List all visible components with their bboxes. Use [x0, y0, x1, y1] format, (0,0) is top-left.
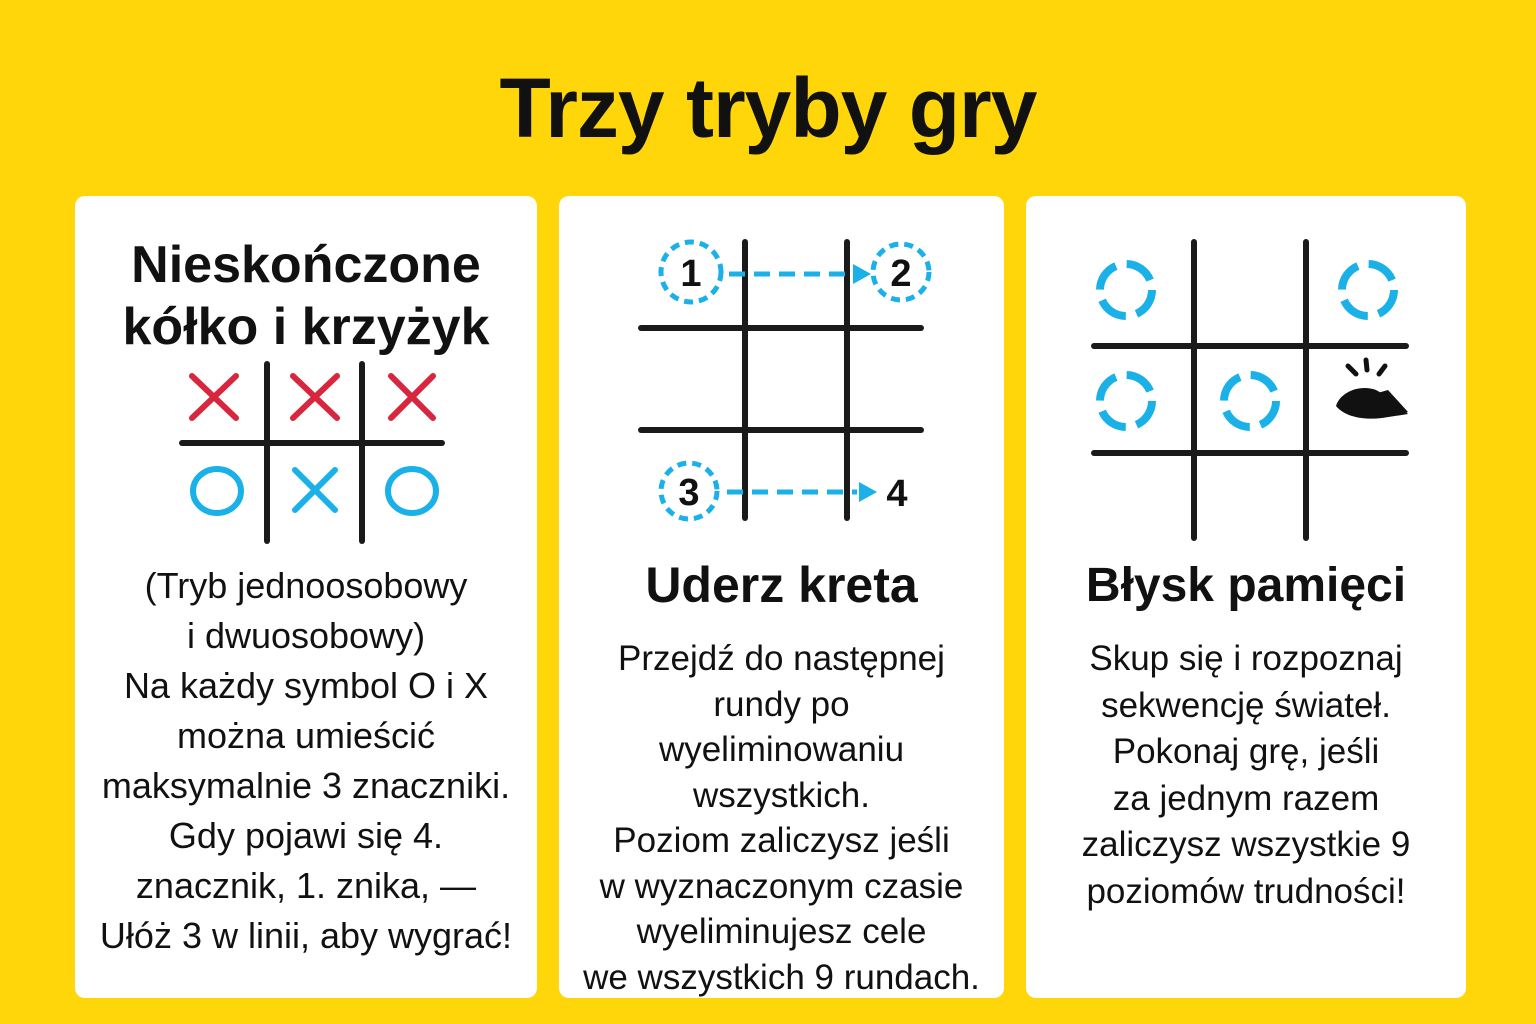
- description-line: wyeliminowaniu: [658, 730, 905, 769]
- x-mark-icon: [293, 376, 337, 418]
- marker-number: 2: [890, 253, 912, 295]
- description-line: wyeliminujesz cele: [636, 912, 927, 951]
- description-line: Skup się i rozpoznaj: [1089, 639, 1403, 678]
- description-line: Poziom zaliczysz jeśli: [613, 821, 950, 860]
- memory-flash-board-illustration: [1026, 196, 1466, 546]
- o-mark-icon: [193, 469, 241, 513]
- description-line: Na każdy symbol O i X: [123, 665, 489, 706]
- marker-number: 1: [680, 253, 702, 295]
- x-mark-icon: [192, 376, 236, 418]
- description-line: poziomów trudności!: [1086, 871, 1406, 911]
- arrow-right-icon: [859, 482, 877, 502]
- description-line: we wszystkich 9 rundach.: [583, 957, 980, 997]
- description-line: Ułóż 3 w linii, aby wygrać!: [99, 915, 513, 956]
- description-line: znacznik, 1. znika, —: [135, 865, 477, 906]
- o-mark-icon: [388, 469, 436, 513]
- dashed-circle-icon: [1342, 264, 1394, 316]
- description-line: zaliczysz wszystkie 9: [1081, 825, 1411, 864]
- mode-title-line: kółko i krzyżyk: [122, 298, 490, 356]
- description-line: Gdy pojawi się 4.: [168, 815, 444, 856]
- dashed-circle-icon: [1224, 375, 1276, 427]
- mode-title: Błysk pamięci: [1085, 559, 1407, 612]
- marker-number: 4: [886, 473, 908, 515]
- mode-title: Uderz kreta: [645, 557, 918, 613]
- whack-a-mole-board-illustration: [559, 196, 1004, 546]
- marker-number: 3: [678, 472, 700, 514]
- tictactoe-board-illustration: [75, 196, 537, 556]
- description-line: Przejdź do następnej: [618, 639, 945, 678]
- x-mark-icon: [391, 376, 433, 418]
- description-line: za jednym razem: [1112, 778, 1380, 818]
- mode-description: [559, 636, 1004, 1000]
- mode-card-whack-a-mole[interactable]: [559, 196, 1004, 998]
- page-title: Trzy tryby gry: [499, 61, 1037, 155]
- description-line: maksymalnie 3 znaczniki.: [101, 765, 511, 806]
- description-line: Pokonaj grę, jeśli: [1112, 732, 1380, 771]
- hand-tap-icon: [1336, 360, 1408, 419]
- x-mark-icon: [295, 470, 335, 510]
- description-line: rundy po: [713, 684, 850, 724]
- dashed-circle-icon: [1100, 264, 1152, 316]
- mode-card-infinite-tictactoe[interactable]: [75, 196, 537, 998]
- mode-description: [1026, 636, 1466, 915]
- description-line: w wyznaczonym czasie: [599, 866, 964, 906]
- arrow-right-icon: [853, 264, 871, 284]
- mode-card-memory-flash[interactable]: [1026, 196, 1466, 998]
- mode-title-line: Nieskończone: [131, 236, 481, 294]
- description-line: można umieścić: [176, 715, 436, 756]
- description-line: wszystkich.: [693, 775, 870, 815]
- dashed-circle-icon: [1100, 375, 1152, 427]
- description-line: i dwuosobowy): [186, 615, 426, 656]
- description-line: (Tryb jednoosobowy: [144, 565, 468, 606]
- description-line: sekwencję świateł.: [1101, 685, 1391, 725]
- mode-description: [75, 561, 537, 961]
